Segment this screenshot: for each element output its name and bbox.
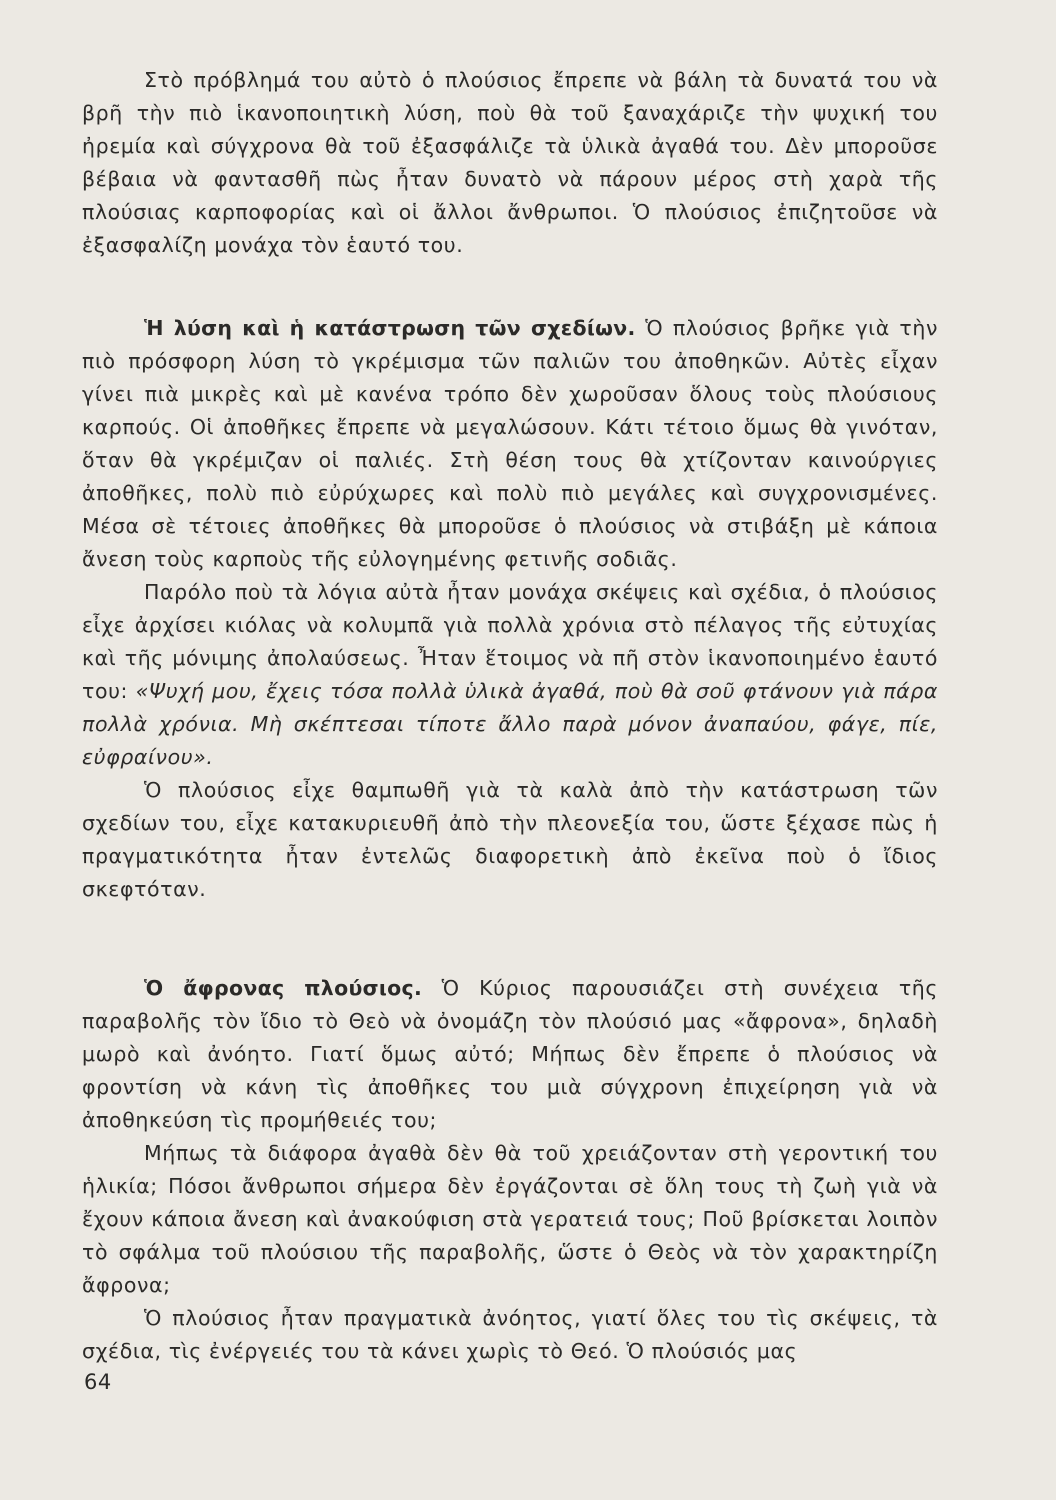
paragraph (82, 1137, 938, 1302)
quote-text: «Ψυχή μου, ἔχεις τόσα πολλὰ ὑλικὰ ἀγαθά, ποὺ θὰ σοῦ φτάνουν γιὰ πάρα πολλὰ χρόνια. Μὴ σκέπτεσαι τίποτε ἄλλο παρὰ μόνον ἀναπαύου, φάγε, πίε, εὐφραίνου». (82, 679, 938, 769)
paragraph-text: Ὁ πλούσιος εἶχε θαμπωθῆ γιὰ τὰ καλὰ ἀπὸ τὴν κατάστρωση τῶν σχεδίων του, εἶχε κατακυριευθῆ ἀπὸ τὴν πλεονεξία του, ὥστε ξέχασε πὼς ἡ πραγματικότητα ἦταν ἐντελῶς διαφορετικὴ ἀπὸ ἐκεῖνα ποὺ ὁ ἴδιος σκεφτόταν. (82, 778, 938, 901)
paragraph-text: Στὸ πρόβλημά του αὐτὸ ὁ πλούσιος ἔπρεπε νὰ βάλη τὰ δυνατά του νὰ βρῆ τὴν πιὸ ἱκανοποιητικὴ λύση, ποὺ θὰ τοῦ ξαναχάριζε τὴν ψυχική του ἠρεμία καὶ σύγχρονα θὰ τοῦ ἐξασφάλιζε τὰ ὑλικὰ ἀγαθά του. Δὲν μποροῦσε βέβαια νὰ φαντασθῆ πὼς ἦταν δυνατὸ νὰ πάρουν μέρος στὴ χαρὰ τῆς πλούσιας καρποφορίας καὶ οἱ ἄλλοι ἄνθρωποι. Ὁ πλούσιος ἐπιζητοῦσε νὰ ἐξασφαλίζη μονάχα τὸν ἑαυτό του. (82, 68, 938, 257)
paragraph (82, 312, 938, 576)
paragraph-text: Μήπως τὰ διάφορα ἀγαθὰ δὲν θὰ τοῦ χρειάζονταν στὴ γεροντική του ἡλικία; Πόσοι ἄνθρωποι σήμερα δὲν ἐργάζονται σὲ ὅλη τους τὴ ζωὴ γιὰ νὰ ἔχουν κάποια ἄνεση καὶ ἀνακούφιση στὰ γερατειά τους; Ποῦ βρίσκεται λοιπὸν τὸ σφάλμα τοῦ πλούσιου τῆς παραβολῆς, ὥστε ὁ Θεὸς νὰ τὸν χαρακτηρίζη ἄφρονα; (82, 1141, 938, 1297)
page-number: 64 (84, 1370, 112, 1394)
paragraph-text: Ὁ Κύριος παρουσιάζει στὴ συνέχεια τῆς παραβολῆς τὸν ἴδιο τὸ Θεὸ νὰ ὀνομάζη τὸν πλούσιό μας «ἄφρονα», δηλαδὴ μωρὸ καὶ ἀνόητο. Γιατί ὅμως αὐτό; Μήπως δὲν ἔπρεπε ὁ πλούσιος νὰ φροντίση νὰ κάνη τὶς ἀποθῆκες του μιὰ σύγχρονη ἐπιχείρηση γιὰ νὰ ἀποθηκεύση τὶς προμήθειές του; (82, 976, 938, 1132)
paragraph-text: Παρόλο ποὺ τὰ λόγια αὐτὰ ἦταν μονάχα σκέψεις καὶ σχέδια, ὁ πλούσιος εἶχε ἀρχίσει κιόλας νὰ κολυμπᾶ γιὰ πολλὰ χρόνια στὸ πέλαγος τῆς εὐτυχίας καὶ τῆς μόνιμης ἀπολαύσεως. Ἦταν ἕτοιμος νὰ πῆ στὸν ἱκανοποιημένο ἑαυτό του: (82, 580, 938, 703)
paragraph-text: Ὁ πλούσιος βρῆκε γιὰ τὴν πιὸ πρόσφορη λύση τὸ γκρέμισμα τῶν παλιῶν του ἀποθηκῶν. Αὐτὲς εἶχαν γίνει πιὰ μικρὲς καὶ μὲ κανένα τρόπο δὲν χωροῦσαν ὅλους τοὺς πλούσιους καρπούς. Οἱ ἀποθῆκες ἔπρεπε νὰ μεγαλώσουν. Κάτι τέτοιο ὅμως θὰ γινόταν, ὅταν θὰ γκρέμιζαν οἱ παλιές. Στὴ θέση τους θὰ χτίζονταν καινούργιες ἀποθῆκες, πολὺ πιὸ εὐρύχωρες καὶ πολὺ πιὸ μεγάλες καὶ συγχρονισμένες. Μέσα σὲ τέτοιες ἀποθῆκες θὰ μποροῦσε ὁ πλούσιος νὰ στιβάξη μὲ κάποια ἄνεση τοὺς καρποὺς τῆς εὐλογημένης φετινῆς σοδιᾶς. (82, 316, 939, 571)
paragraph (82, 972, 938, 1137)
section-heading: Ἡ λύση καὶ ἡ κατάστρωση τῶν σχεδίων. (144, 316, 636, 340)
text-column (82, 64, 938, 1368)
paragraph (82, 1302, 938, 1368)
paragraph (82, 774, 938, 906)
section-heading: Ὁ ἄφρονας πλούσιος. (144, 976, 423, 1000)
paragraph (82, 64, 938, 262)
paragraph (82, 576, 938, 774)
paragraph-text: Ὁ πλούσιος ἦταν πραγματικὰ ἀνόητος, γιατί ὅλες του τὶς σκέψεις, τὰ σχέδια, τὶς ἐνέργειές του τὰ κάνει χωρὶς τὸ Θεό. Ὁ πλούσιός μας (82, 1306, 938, 1363)
